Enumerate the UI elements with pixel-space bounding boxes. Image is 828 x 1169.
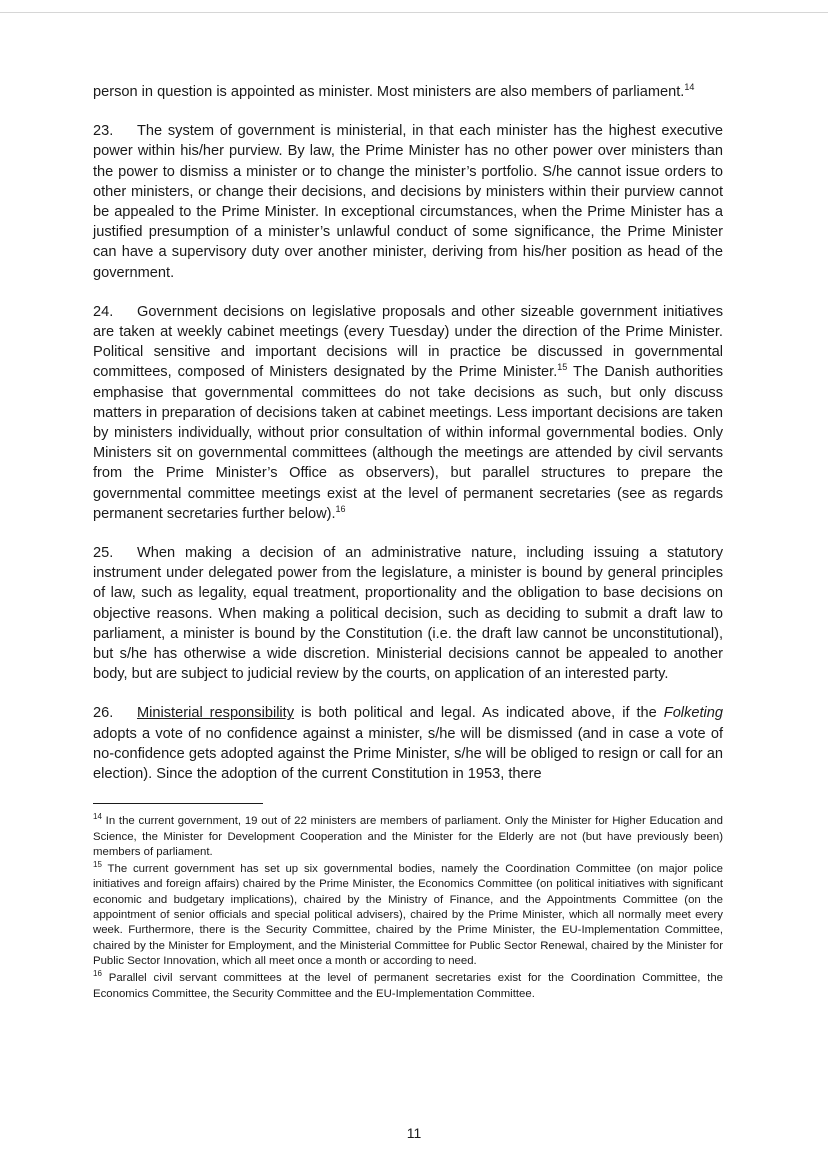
paragraph-25 — [93, 543, 723, 684]
paragraph-text: adopts a vote of no confidence against a minister, s/he will be dismissed (and in case a vote of no-confidence gets adopted against the Prime Minister, s/he will be obliged to resign or call for an election). Since the adoption of the current Constitution in 1953, there — [93, 725, 723, 783]
continuation-text: person in question is appointed as minister. Most ministers are also members of parliament. — [93, 84, 685, 100]
footnote-text: The current government has set up six governmental bodies, namely the Coordination Committee (on major police initiatives and foreign affairs) chaired by the Prime Minister, the Economics Committee (on political initiatives with significant economic and budgetary implications), chaired by the Ministry of Finance, and the Appointments Committee (on the appointment of senior officials and special political advisers), chaired by the Prime Minister, which all normally meet every week. Furthermore, there is the Security Committee, chaired by the Prime Minister, the EU-Implementation Committee, chaired by the Minister for Employment, and the Ministerial Committee for Public Sector Renewal, chaired by the Minister for Public Sector Innovation, which all meet once a month or according to need. — [93, 863, 723, 967]
italic-term: Folketing — [663, 705, 723, 722]
document-page — [93, 82, 723, 1004]
paragraph-text: When making a decision of an administrative nature, including issuing a statutory instrument under delegated power from the legislature, a minister is bound by general principles of law, such as legality, equal treatment, proportionality and the obligation to base decisions on objective reasons. When making a political decision, such as deciding to submit a draft law to parliament, a minister is bound by the Constitution (i.e. the draft law cannot be unconstitutional), but s/he has otherwise a wide discretion. Ministerial decisions cannot be appealed to another body, but are subject to judicial review by the courts, on application of an interested party. — [93, 545, 723, 683]
page-number: 11 — [406, 1125, 422, 1141]
footnote-text: Parallel civil servant committees at the level of permanent secretaries exist for the Coordination Committee, the Economics Committee, the Security Committee and the EU-Implementation Committee. — [93, 972, 723, 1000]
paragraph-number: 26. — [93, 705, 114, 722]
footnote-ref-16[interactable]: 16 — [335, 504, 346, 514]
underlined-heading: Ministerial responsibility — [137, 705, 295, 722]
footnote-text: In the current government, 19 out of 22 ministers are members of parliament. Only the Minister for Higher Education and Science, the Minister for Development Cooperation and the Minister for the Elderly are not (but have previously been) members of parliament. — [93, 815, 723, 858]
paragraph-text: is both political and legal. As indicated above, if the — [294, 705, 664, 722]
paragraph-number: 23. — [93, 123, 114, 140]
footnote-ref-14[interactable]: 14 — [684, 82, 695, 93]
footnote-15 — [93, 862, 723, 969]
footnote-divider — [93, 803, 263, 804]
footnote-14 — [93, 814, 723, 860]
paragraph-number: 24. — [93, 303, 114, 320]
footnote-number: 14 — [93, 812, 102, 822]
paragraph-23 — [93, 121, 723, 283]
paragraph-text: Government decisions on legislative proposals and other sizeable government initiatives are taken at weekly cabinet meetings (every Tuesday) under the direction of the Prime Minister. Political sensitive and important decisions will in practice be discussed in governmental committees, composed of Ministers designated by the Prime Minister. — [93, 303, 723, 381]
continuation-paragraph — [93, 82, 723, 102]
paragraph-26 — [93, 703, 723, 784]
footnote-16 — [93, 971, 723, 1002]
paragraph-number: 25. — [93, 545, 114, 562]
footnote-number: 15 — [93, 860, 102, 870]
footnote-number: 16 — [93, 969, 102, 979]
paragraph-text: The Danish authorities emphasise that governmental committees do not take decisions as such, but only discuss matters in preparation of decisions taken at cabinet meetings. Less important decisions are taken by ministers individually, without prior consultation of within informal governmental bodies. Only Ministers sit on governmental committees (although the meetings are attended by civil servants from the Prime Minister’s Office as observers), but parallel structures to prepare the governmental committee meetings exist at the level of permanent secretaries (see as regards permanent secretaries further below). — [93, 364, 723, 522]
top-divider — [0, 12, 828, 13]
paragraph-24 — [93, 302, 723, 524]
paragraph-text: The system of government is ministerial, in that each minister has the highest executive power within his/her purview. By law, the Prime Minister has no other power over ministers than the power to dismiss a minister or to change the minister’s portfolio. S/he cannot issue orders to other ministers, or change their decisions, and decisions by ministers within their purview cannot be appealed to the Prime Minister. In exceptional circumstances, when the Prime Minister has a justified presumption of a minister’s unlawful conduct of some significance, the Prime Minister can have a supervisory duty over another minister, deriving from his/her position as head of the government. — [93, 123, 723, 281]
footnote-ref-15[interactable]: 15 — [557, 362, 568, 373]
